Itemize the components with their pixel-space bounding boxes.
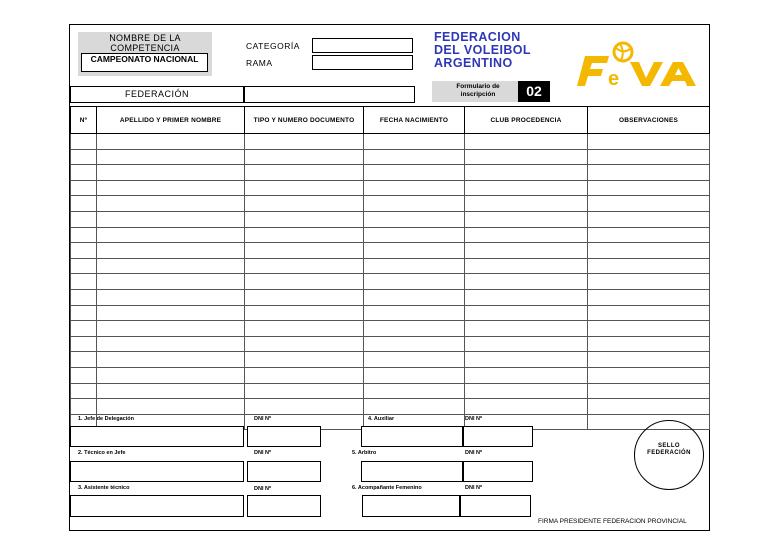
org-line-2: DEL VOLEIBOL: [434, 43, 531, 57]
cell-number[interactable]: [71, 305, 97, 321]
cell-number[interactable]: [71, 165, 97, 181]
table-row: [71, 274, 710, 290]
cell-birthdate[interactable]: [364, 211, 465, 227]
table-row: [71, 211, 710, 227]
cell-observations[interactable]: [588, 243, 710, 259]
dni-field-1[interactable]: [247, 426, 321, 447]
cell-number[interactable]: [71, 134, 97, 150]
players-table: [70, 106, 710, 430]
cell-name[interactable]: [97, 243, 245, 259]
cell-number[interactable]: [71, 196, 97, 212]
cell-birthdate[interactable]: [364, 149, 465, 165]
table-row: [71, 227, 710, 243]
dni-field-5[interactable]: [463, 461, 533, 482]
cell-birthdate[interactable]: [364, 289, 465, 305]
cell-birthdate[interactable]: [364, 336, 465, 352]
dni-label-3: DNI Nº: [254, 486, 271, 492]
cell-observations[interactable]: [588, 321, 710, 337]
sig-field-5[interactable]: [361, 461, 463, 482]
cell-club[interactable]: [465, 196, 588, 212]
cell-club[interactable]: [465, 165, 588, 181]
rama-label: RAMA: [246, 58, 273, 68]
cell-observations[interactable]: [588, 289, 710, 305]
cell-number[interactable]: [71, 274, 97, 290]
cell-observations[interactable]: [588, 134, 710, 150]
cell-name[interactable]: [97, 211, 245, 227]
cell-birthdate[interactable]: [364, 367, 465, 383]
cell-document[interactable]: [245, 211, 364, 227]
cell-observations[interactable]: [588, 352, 710, 368]
sig-field-1[interactable]: [70, 426, 244, 447]
cell-club[interactable]: [465, 180, 588, 196]
cell-number[interactable]: [71, 383, 97, 399]
cell-document[interactable]: [245, 258, 364, 274]
form-label-line-1: Formulario de: [456, 83, 500, 90]
table-row: [71, 367, 710, 383]
cell-birthdate[interactable]: [364, 134, 465, 150]
sig-label-6: 6. Acompañante Femenino: [352, 485, 422, 491]
dni-field-2[interactable]: [247, 461, 321, 482]
sig-field-6[interactable]: [362, 495, 460, 517]
dni-field-3[interactable]: [247, 495, 321, 517]
cell-observations[interactable]: [588, 305, 710, 321]
cell-name[interactable]: [97, 321, 245, 337]
cell-name[interactable]: [97, 165, 245, 181]
cell-observations[interactable]: [588, 367, 710, 383]
cell-club[interactable]: [465, 258, 588, 274]
cell-birthdate[interactable]: [364, 180, 465, 196]
cell-club[interactable]: [465, 352, 588, 368]
cell-name[interactable]: [97, 180, 245, 196]
rama-field[interactable]: [312, 55, 413, 70]
cell-club[interactable]: [465, 383, 588, 399]
cell-number[interactable]: [71, 399, 97, 415]
org-line-3: ARGENTINO: [434, 56, 513, 70]
cell-name[interactable]: [97, 196, 245, 212]
cell-number[interactable]: [71, 227, 97, 243]
cell-birthdate[interactable]: [364, 243, 465, 259]
cell-club[interactable]: [465, 211, 588, 227]
cell-name[interactable]: [97, 274, 245, 290]
cell-number[interactable]: [71, 258, 97, 274]
sig-field-4[interactable]: [361, 426, 463, 447]
table-row: [71, 336, 710, 352]
competition-value[interactable]: CAMPEONATO NACIONAL: [81, 53, 208, 72]
table-row: [71, 352, 710, 368]
cell-document[interactable]: [245, 352, 364, 368]
cell-name[interactable]: [97, 399, 245, 415]
cell-observations[interactable]: [588, 180, 710, 196]
col-header-number: Nº: [71, 107, 97, 134]
cell-document[interactable]: [245, 321, 364, 337]
cell-observations[interactable]: [588, 383, 710, 399]
cell-birthdate[interactable]: [364, 305, 465, 321]
cell-number[interactable]: [71, 211, 97, 227]
form-label: [443, 83, 513, 99]
cell-document[interactable]: [245, 180, 364, 196]
cell-observations[interactable]: [588, 196, 710, 212]
form-label-line-2: inscripción: [460, 91, 496, 98]
cell-observations[interactable]: [588, 211, 710, 227]
dni-label-4: DNI Nº: [465, 416, 482, 422]
cell-club[interactable]: [465, 399, 588, 415]
cell-observations[interactable]: [588, 336, 710, 352]
cell-birthdate[interactable]: [364, 196, 465, 212]
seal-line-2: FEDERACIÓN: [647, 450, 691, 456]
cell-document[interactable]: [245, 227, 364, 243]
cell-name[interactable]: [97, 383, 245, 399]
cell-birthdate[interactable]: [364, 227, 465, 243]
cell-observations[interactable]: [588, 274, 710, 290]
sig-label-3: 3. Asistente técnico: [78, 485, 130, 491]
dni-label-1: DNI Nº: [254, 416, 271, 422]
cell-club[interactable]: [465, 274, 588, 290]
feva-logo: [575, 40, 705, 88]
cell-name[interactable]: [97, 289, 245, 305]
table-row: [71, 180, 710, 196]
cell-name[interactable]: [97, 134, 245, 150]
sig-field-2[interactable]: [70, 461, 244, 482]
table-row: [71, 321, 710, 337]
sig-label-5: 5. Arbitro: [352, 450, 377, 456]
cell-club[interactable]: [465, 227, 588, 243]
table-row: [71, 289, 710, 305]
cell-birthdate[interactable]: [364, 383, 465, 399]
seal-line-1: SELLO: [657, 443, 680, 449]
cell-observations[interactable]: [588, 165, 710, 181]
table-row: [71, 134, 710, 150]
cell-club[interactable]: [465, 321, 588, 337]
federation-field[interactable]: [244, 86, 415, 103]
category-label: CATEGORÍA: [246, 41, 300, 51]
cell-document[interactable]: [245, 274, 364, 290]
cell-name[interactable]: [97, 352, 245, 368]
cell-birthdate[interactable]: [364, 274, 465, 290]
cell-name[interactable]: [97, 258, 245, 274]
cell-name[interactable]: [97, 336, 245, 352]
col-header-document: TIPO Y NUMERO DOCUMENTO: [245, 107, 364, 134]
cell-birthdate[interactable]: [364, 258, 465, 274]
cell-number[interactable]: [71, 289, 97, 305]
cell-document[interactable]: [245, 149, 364, 165]
cell-birthdate[interactable]: [364, 352, 465, 368]
cell-club[interactable]: [465, 305, 588, 321]
cell-club[interactable]: [465, 336, 588, 352]
dni-label-6: DNI Nº: [465, 485, 482, 491]
signature-caption: FIRMA PRESIDENTE FEDERACION PROVINCIAL: [538, 518, 687, 525]
cell-birthdate[interactable]: [364, 165, 465, 181]
cell-birthdate[interactable]: [364, 321, 465, 337]
table-row: [71, 149, 710, 165]
form-number: 02: [518, 81, 550, 102]
cell-document[interactable]: [245, 196, 364, 212]
dni-label-2: DNI Nº: [254, 450, 271, 456]
cell-club[interactable]: [465, 367, 588, 383]
cell-observations[interactable]: [588, 399, 710, 415]
cell-document[interactable]: [245, 383, 364, 399]
col-header-name: APELLIDO Y PRIMER NOMBRE: [97, 107, 245, 134]
cell-document[interactable]: [245, 305, 364, 321]
organization-title: [434, 31, 531, 70]
cell-number[interactable]: [71, 243, 97, 259]
cell-name[interactable]: [97, 305, 245, 321]
sig-label-1: 1. Jefe de Delegación: [78, 416, 134, 422]
cell-name[interactable]: [97, 149, 245, 165]
cell-document[interactable]: [245, 289, 364, 305]
cell-document[interactable]: [245, 336, 364, 352]
cell-document[interactable]: [245, 134, 364, 150]
table-row: [71, 165, 710, 181]
cell-observations[interactable]: [588, 227, 710, 243]
cell-club[interactable]: [465, 134, 588, 150]
cell-observations[interactable]: [588, 149, 710, 165]
cell-number[interactable]: [71, 336, 97, 352]
cell-document[interactable]: [245, 165, 364, 181]
cell-club[interactable]: [465, 289, 588, 305]
table-row: [71, 196, 710, 212]
dni-label-5: DNI Nº: [465, 450, 482, 456]
dni-field-6[interactable]: [460, 495, 531, 517]
table-row: [71, 305, 710, 321]
col-header-club: CLUB PROCEDENCIA: [465, 107, 588, 134]
seal-label: [634, 443, 704, 457]
cell-name[interactable]: [97, 227, 245, 243]
table-row: [71, 399, 710, 415]
col-header-birthdate: FECHA NACIMIENTO: [364, 107, 465, 134]
sig-field-3[interactable]: [70, 495, 244, 517]
org-line-1: FEDERACION: [434, 30, 521, 44]
table-row: [71, 258, 710, 274]
cell-number[interactable]: [71, 352, 97, 368]
cell-number[interactable]: [71, 367, 97, 383]
col-header-observations: OBSERVACIONES: [588, 107, 710, 134]
svg-text:e: e: [608, 68, 620, 88]
cell-number[interactable]: [71, 149, 97, 165]
sig-label-4: 4. Auxiliar: [368, 416, 395, 422]
cell-club[interactable]: [465, 243, 588, 259]
cell-name[interactable]: [97, 367, 245, 383]
cell-number[interactable]: [71, 321, 97, 337]
cell-document[interactable]: [245, 399, 364, 415]
dni-field-4[interactable]: [463, 426, 533, 447]
cell-club[interactable]: [465, 149, 588, 165]
table-row: [71, 383, 710, 399]
table-row: [71, 243, 710, 259]
federation-label: FEDERACIÓN: [70, 86, 244, 103]
cell-observations[interactable]: [588, 258, 710, 274]
category-field[interactable]: [312, 38, 413, 53]
cell-document[interactable]: [245, 243, 364, 259]
cell-document[interactable]: [245, 367, 364, 383]
competition-label: NOMBRE DE LA COMPETENCIA: [109, 33, 181, 53]
cell-birthdate[interactable]: [364, 399, 465, 415]
sig-label-2: 2. Técnico en Jefe: [78, 450, 126, 456]
cell-number[interactable]: [71, 180, 97, 196]
